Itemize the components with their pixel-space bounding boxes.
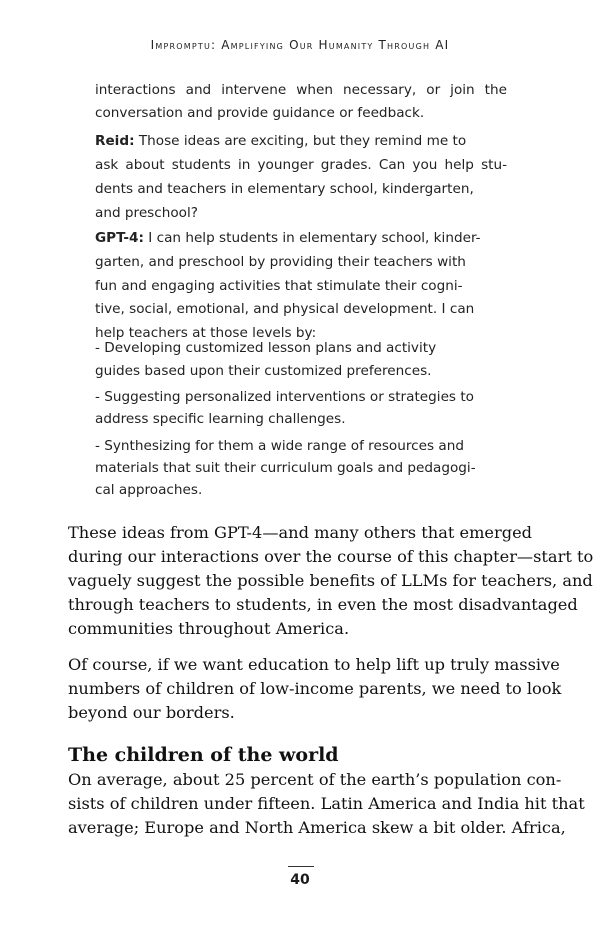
body-line: beyond our borders. [68, 703, 235, 722]
body-line: communities throughout America. [68, 619, 350, 638]
dialogue-line: and preschool? [95, 205, 198, 221]
bullet-line: materials that suit their curriculum goals and pedagogi- [95, 460, 476, 476]
body-line: through teachers to students, in even the most disadvantaged [68, 595, 578, 614]
dialogue-line: dents and teachers in elementary school, kindergarten, [95, 181, 474, 197]
dialogue-text: Those ideas are exciting, but they remind me to [134, 133, 467, 149]
bullet-line: - Developing customized lesson plans and activity [95, 340, 437, 356]
bullet-line: address specific learning challenges. [95, 411, 346, 427]
dialogue-line: fun and engaging activities that stimulate their cogni- [95, 278, 463, 294]
dialogue-line: help teachers at those levels by: [95, 325, 317, 341]
bullet-line: - Suggesting personalized interventions or strategies to [95, 389, 474, 405]
body-line: numbers of children of low-income parents, we need to look [68, 679, 562, 698]
body-line: On average, about 25 percent of the earth’s population con- [68, 770, 562, 789]
page-number: 40 [290, 872, 310, 888]
speaker-gpt4: GPT-4: [95, 230, 144, 246]
running-header: Impromptu: Amplifying Our Humanity Through AI [150, 38, 450, 52]
speaker-reid: Reid: [95, 133, 135, 149]
bullet-line: guides based upon their customized preferences. [95, 363, 432, 379]
body-line: Of course, if we want education to help lift up truly massive [68, 655, 560, 674]
footer-rule [288, 866, 314, 867]
dialogue-line [95, 130, 507, 152]
body-line: during our interactions over the course of this chapter—start to [68, 547, 594, 566]
dialogue-line: garten, and preschool by providing their teachers with [95, 254, 466, 270]
section-heading: The children of the world [68, 744, 339, 766]
bullet-line: - Synthesizing for them a wide range of resources and [95, 438, 464, 454]
dialogue-line: interactions and intervene when necessary, or join the [95, 82, 507, 98]
dialogue-line: tive, social, emotional, and physical development. I can [95, 301, 475, 317]
bullet-line: cal approaches. [95, 482, 203, 498]
dialogue-line: ask about students in younger grades. Can you help stu- [95, 157, 507, 173]
body-line: average; Europe and North America skew a bit older. Africa, [68, 818, 566, 837]
body-line: sists of children under fifteen. Latin America and India hit that [68, 794, 585, 813]
dialogue-line: conversation and provide guidance or feedback. [95, 105, 425, 121]
body-line: vaguely suggest the possible benefits of LLMs for teachers, and [68, 571, 593, 590]
dialogue-line [95, 227, 507, 249]
body-line: These ideas from GPT-4—and many others that emerged [68, 523, 533, 542]
dialogue-text: I can help students in elementary school, kinder- [143, 230, 481, 246]
